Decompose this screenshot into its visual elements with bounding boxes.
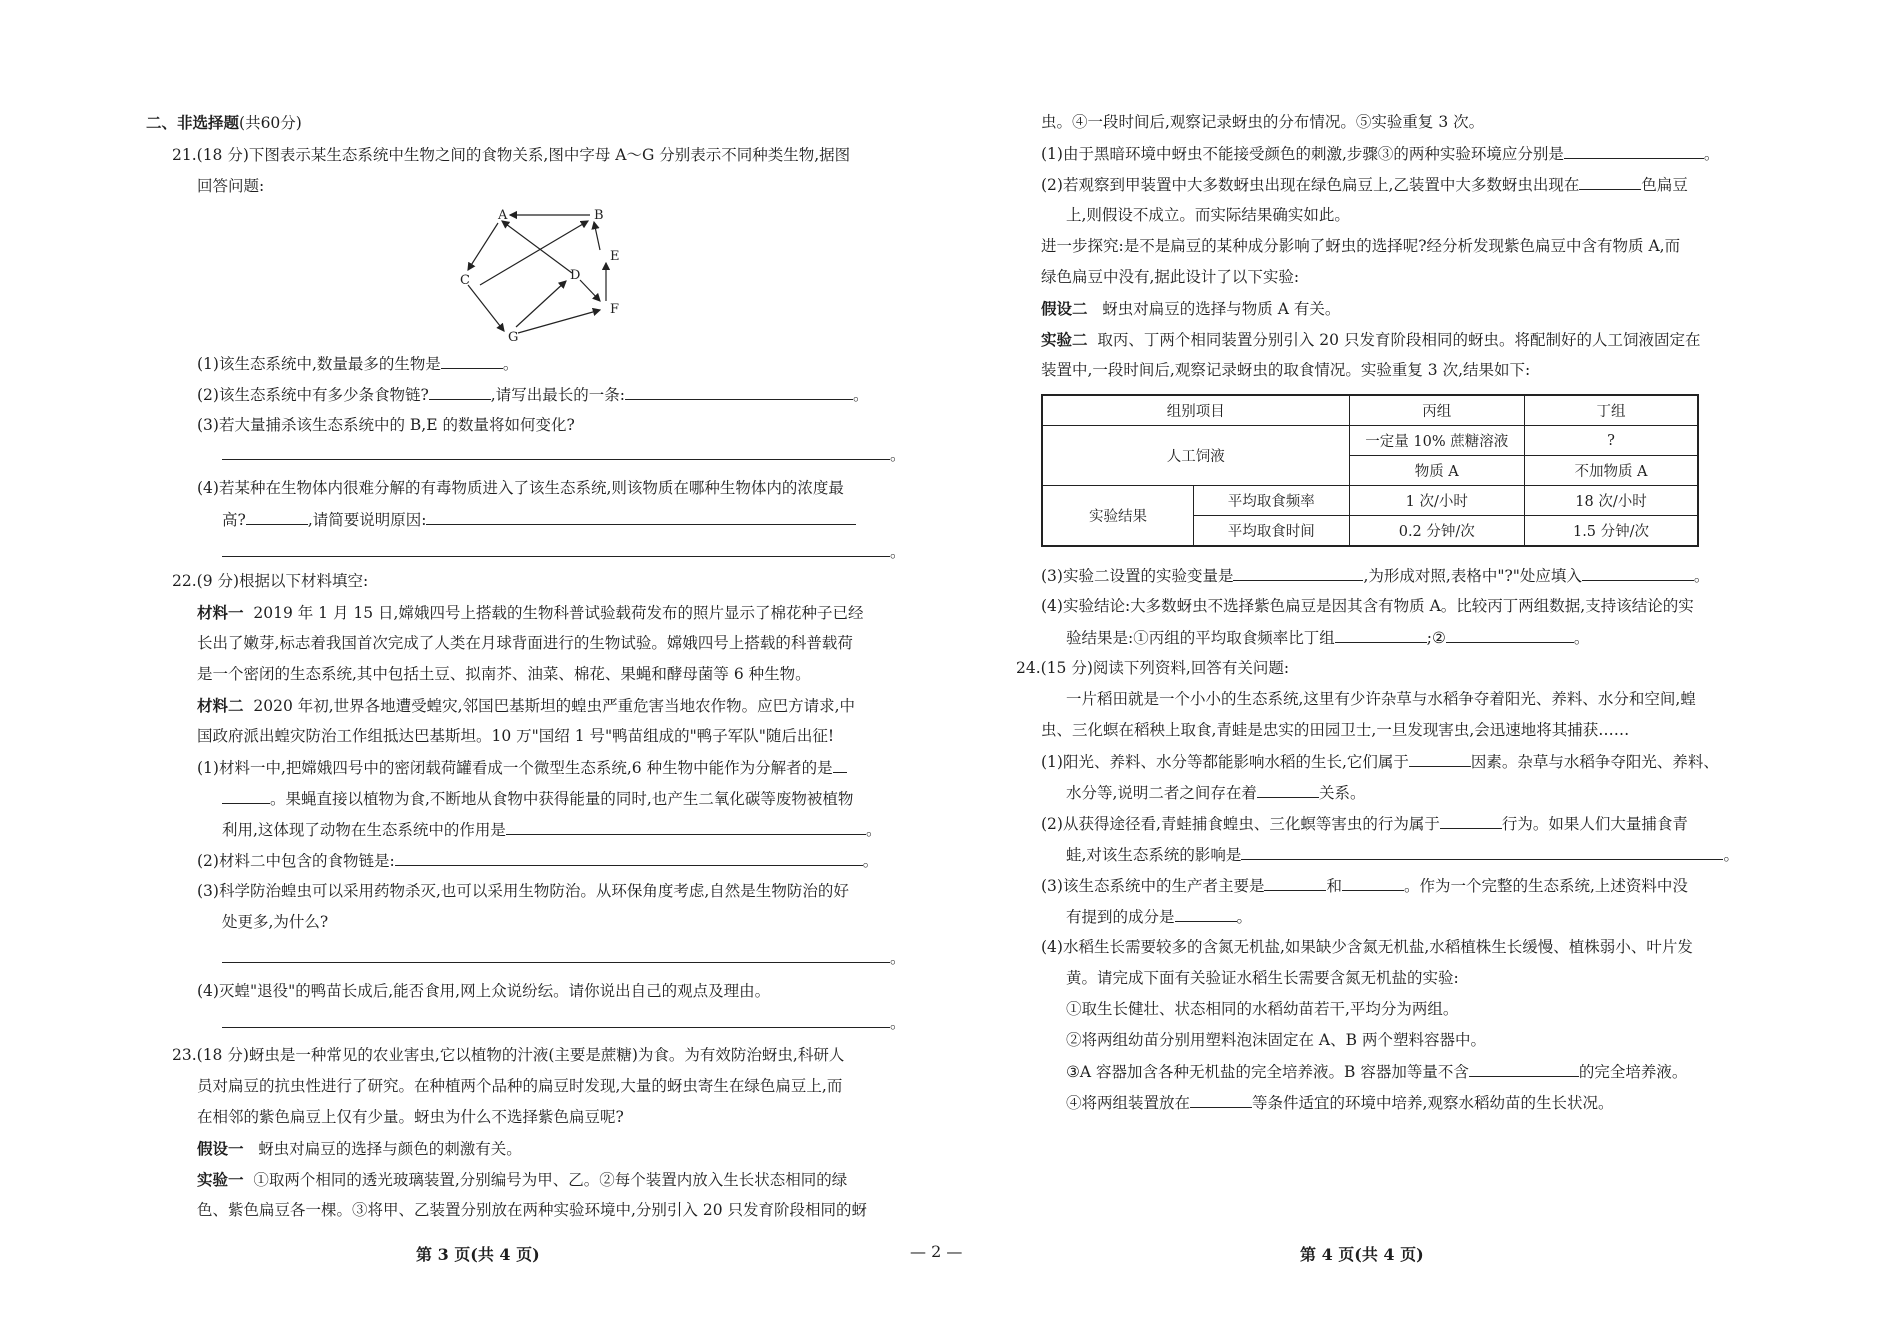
q23-s4-blank-1[interactable] <box>1335 628 1427 643</box>
q21-s2-blank-count[interactable] <box>429 385 491 400</box>
q23-e2-l2: 装置中,一段时间后,观察记录蚜虫的取食情况。实验重复 3 次,结果如下: <box>1041 361 1531 379</box>
arrow-c-g <box>468 285 504 331</box>
q23-h1: 假设一 蚜虫对扁豆的选择与颜色的刺激有关。 <box>197 1139 522 1158</box>
q24-s4b: 黄。请完成下面有关验证水稻生长需要含氮无机盐的实验: <box>1066 969 1459 987</box>
q22-s1b: 。果蝇直接以植物为食,不断地从食物中获得能量的同时,也产生二氧化碳等废物被植物 <box>222 789 853 809</box>
arrow-g-d <box>516 281 566 327</box>
table-cell-freq-bing: 1 次/小时 <box>1349 486 1524 516</box>
q22-m2-l2: 国政府派出蝗灾防治工作组抵达巴基斯坦。10 万"国绍 1 号"鸭苗组成的"鸭子军队"随后出征! <box>197 727 835 745</box>
q22-s4: (4)灭蝗"退役"的鸭苗长成后,能否食用,网上众说纷纭。请你说出自己的观点及理由。 <box>197 982 771 1000</box>
q22-s2-blank-chain[interactable] <box>395 851 863 866</box>
q23-s2a: (2)若观察到甲装置中大多数蚜虫出现在绿色扁豆上,乙装置中大多数蚜虫出现在 色扁豆 <box>1041 176 1688 194</box>
q24-s3a: (3)该生态系统中的生产者主要是 和 。作为一个完整的生态系统,上述资料中没 <box>1041 877 1688 895</box>
section-score: (共60分) <box>239 114 302 132</box>
table-header-item: 组别项目 <box>1042 395 1349 426</box>
table-cell-feed: 人工饲液 <box>1042 426 1349 486</box>
q21-s1-blank[interactable] <box>441 354 503 369</box>
table-header-ding: 丁组 <box>1525 395 1699 426</box>
table-cell-time: 平均取食时间 <box>1194 516 1350 547</box>
node-e: E <box>610 249 620 264</box>
table-cell-question[interactable]: ? <box>1525 426 1699 456</box>
q24-s2-blank-behavior[interactable] <box>1440 814 1502 829</box>
q24-s1-blank-factor[interactable] <box>1409 752 1471 767</box>
experiment-table <box>1041 394 1699 547</box>
arrow-a-c <box>468 223 498 270</box>
q24-s1-blank-relation[interactable] <box>1257 783 1319 798</box>
q24-s3-blank-producer-2[interactable] <box>1342 876 1404 891</box>
q23-s3-blank-fill[interactable] <box>1582 566 1694 581</box>
q21-s1: (1)该生态系统中,数量最多的生物是 。 <box>197 355 519 373</box>
table-cell-result: 实验结果 <box>1042 486 1194 547</box>
q24-step4-blank[interactable] <box>1190 1093 1252 1108</box>
q23-s2b: 上,则假设不成立。而实际结果确实如此。 <box>1066 206 1350 224</box>
q23-e1-l1: 实验一 ①取两个相同的透光玻璃装置,分别编号为甲、乙。②每个装置内放入生长状态相同的绿 <box>197 1170 848 1189</box>
footer-page-right: 第 4 页(共 4 页) <box>1300 1245 1424 1264</box>
table-row <box>1042 395 1698 426</box>
node-c: C <box>460 273 470 288</box>
q22-s1-blank-role[interactable] <box>506 820 866 835</box>
q24-s2-blank-impact[interactable] <box>1241 845 1723 860</box>
q24-step1: ①取生长健壮、状态相同的水稻幼苗若干,平均分为两组。 <box>1066 1000 1459 1018</box>
q22-s1a: (1)材料一中,把嫦娥四号中的密闭载荷罐看成一个微型生态系统,6 种生物中能作为分解者的是 <box>197 758 847 778</box>
q21-s2: (2)该生态系统中有多少条食物链? ,请写出最长的一条: 。 <box>197 386 869 404</box>
node-a: A <box>498 208 508 223</box>
section-heading <box>146 113 302 133</box>
q23-e2-l1: 实验二 取丙、丁两个相同装置分别引入 20 只发育阶段相同的蚜虫。将配制好的人工饲液固定在 <box>1041 330 1701 349</box>
q22-s1c: 利用,这体现了动物在生态系统中的作用是 。 <box>222 821 882 839</box>
q24-s3-blank-producer-1[interactable] <box>1264 876 1326 891</box>
q21-s4b: 高? ,请简要说明原因: <box>222 510 856 530</box>
node-b: B <box>594 208 604 223</box>
q22-s3b: 处更多,为什么? <box>222 913 329 931</box>
table-cell-freq: 平均取食频率 <box>1194 486 1350 516</box>
node-d: D <box>570 268 581 283</box>
q24-s3-blank-component[interactable] <box>1175 907 1237 922</box>
table-header-bing: 丙组 <box>1349 395 1524 426</box>
q21-stem-1: 21.(18 分)下图表示某生态系统中生物之间的食物关系,图中字母 A～G 分别表示不同种类生物,据图 <box>172 146 851 164</box>
q22-stem: 22.(9 分)根据以下材料填空: <box>172 572 369 590</box>
q21-s3-answer-line[interactable] <box>222 459 890 460</box>
q21-s4-answer-line[interactable] <box>222 556 890 557</box>
q24-step3-blank[interactable] <box>1469 1062 1579 1077</box>
q22-s4-answer-line[interactable] <box>222 1027 890 1028</box>
q23-s4-blank-2[interactable] <box>1446 628 1574 643</box>
q23-l3: 在相邻的紫色扁豆上仅有少量。蚜虫为什么不选择紫色扁豆呢? <box>197 1108 624 1126</box>
footer-page-center: — 2 — <box>910 1242 963 1261</box>
q22-m2-l1: 材料二 2020 年初,世界各地遭受蝗灾,邻国巴基斯坦的蝗虫严重危害当地农作物。应巴方请求,中 <box>197 696 856 715</box>
q23-h2: 假设二 蚜虫对扁豆的选择与物质 A 有关。 <box>1041 299 1341 318</box>
table-row <box>1042 486 1698 516</box>
node-g: G <box>508 330 519 345</box>
q24-stem: 24.(15 分)阅读下列资料,回答有关问题: <box>1016 659 1290 677</box>
table-cell-no-a: 不加物质 A <box>1525 456 1699 486</box>
table-cell-time-ding: 1.5 分钟/次 <box>1525 516 1699 547</box>
q23-s3: (3)实验二设置的实验变量是 ,为形成对照,表格中"?"处应填入 。 <box>1041 567 1710 585</box>
q23-s3-blank-variable[interactable] <box>1233 566 1363 581</box>
q24-p1: 一片稻田就是一个小小的生态系统,这里有少许杂草与水稻争夺着阳光、养料、水分和空间,蝗 <box>1066 690 1696 708</box>
q23-l2: 员对扁豆的抗虫性进行了研究。在种植两个品种的扁豆时发现,大量的蚜虫寄生在绿色扁豆上,而 <box>197 1077 843 1095</box>
q21-s4-reason-blank[interactable] <box>426 510 856 525</box>
q22-m1-l1: 材料一 2019 年 1 月 15 日,嫦娥四号上搭载的生物科普试验载荷发布的照片显示了棉花种子已经 <box>197 603 864 622</box>
q21-s4-blank[interactable] <box>246 510 308 525</box>
table-row <box>1042 426 1698 456</box>
node-f: F <box>610 302 620 317</box>
q24-s3b: 有提到的成分是 。 <box>1066 908 1253 926</box>
q21-s4a: (4)若某种在生物体内很难分解的有毒物质进入了该生态系统,则该物质在哪种生物体内的浓度最 <box>197 479 844 497</box>
q21-s3: (3)若大量捕杀该生态系统中的 B,E 的数量将如何变化? <box>197 416 575 434</box>
footer-page-left: 第 3 页(共 4 页) <box>416 1245 540 1264</box>
q22-s3a: (3)科学防治蝗虫可以采用药物杀灭,也可以采用生物防治。从环保角度考虑,自然是生物防治的好 <box>197 882 849 900</box>
table-cell-sugar: 一定量 10% 蔗糖溶液 <box>1349 426 1524 456</box>
q24-step3: ③A 容器加含各种无机盐的完全培养液。B 容器加等量不含 的完全培养液。 <box>1066 1063 1688 1081</box>
arrow-e-b <box>594 222 600 250</box>
q22-s1-blank-decomposer[interactable] <box>222 789 270 804</box>
q24-s1b: 水分等,说明二者之间存在着 关系。 <box>1066 784 1366 802</box>
q24-step2: ②将两组幼苗分别用塑料泡沫固定在 A、B 两个塑料容器中。 <box>1066 1031 1486 1049</box>
food-web-diagram <box>460 205 635 345</box>
q24-step4: ④将两组装置放在 等条件适宜的环境中培养,观察水稻幼苗的生长状况。 <box>1066 1094 1614 1112</box>
q23-f2: 绿色扁豆中没有,据此设计了以下实验: <box>1041 268 1300 286</box>
q23-e1-l2: 色、紫色扁豆各一棵。③将甲、乙装置分别放在两种实验环境中,分别引入 20 只发育阶段相同的蚜 <box>197 1201 868 1219</box>
q24-s1a: (1)阳光、养料、水分等都能影响水稻的生长,它们属于 因素。杂草与水稻争夺阳光、养料、 <box>1041 753 1719 771</box>
q22-m1-l2: 长出了嫩芽,标志着我国首次完成了人类在月球背面进行的生物试验。嫦娥四号上搭载的科普载荷 <box>197 634 853 652</box>
q24-s2a: (2)从获得途径看,青蛙捕食蝗虫、三化螟等害虫的行为属于 行为。如果人们大量捕食青 <box>1041 815 1688 833</box>
q23-f1: 进一步探究:是不是扁豆的某种成分影响了蚜虫的选择呢?经分析发现紫色扁豆中含有物质 A,而 <box>1041 237 1681 255</box>
q22-s3-answer-line[interactable] <box>222 962 890 963</box>
q23-l1: 23.(18 分)蚜虫是一种常见的农业害虫,它以植物的汁液(主要是蔗糖)为食。为有效防治蚜虫,科研人 <box>172 1046 845 1064</box>
q24-p2: 虫、三化螟在稻秧上取食,青蛙是忠实的田园卫士,一旦发现害虫,会迅速地将其捕获…… <box>1041 721 1630 739</box>
table-cell-time-bing: 0.2 分钟/次 <box>1349 516 1524 547</box>
table-cell-mat-a: 物质 A <box>1349 456 1524 486</box>
q22-m1-l3: 是一个密闭的生态系统,其中包括土豆、拟南芥、油菜、棉花、果蝇和酵母菌等 6 种生物。 <box>197 665 811 683</box>
table-cell-freq-ding: 18 次/小时 <box>1525 486 1699 516</box>
q23-s1: (1)由于黑暗环境中蚜虫不能接受颜色的刺激,步骤③的两种实验环境应分别是 。 <box>1041 145 1720 163</box>
q24-s4a: (4)水稻生长需要较多的含氮无机盐,如果缺少含氮无机盐,水稻植株生长缓慢、植株弱小、叶片发 <box>1041 938 1693 956</box>
q22-s2: (2)材料二中包含的食物链是: 。 <box>197 852 879 870</box>
arrow-d-f <box>580 280 600 301</box>
q23-s1-blank[interactable] <box>1564 144 1704 159</box>
section-title: 二、非选择题 <box>146 113 240 132</box>
q23-s2-blank-color[interactable] <box>1579 175 1641 190</box>
q23-s4a: (4)实验结论:大多数蚜虫不选择紫色扁豆是因其含有物质 A。比较丙丁两组数据,支持该结论的实 <box>1041 597 1694 615</box>
q24-s2b: 蛙,对该生态系统的影响是 。 <box>1066 846 1739 864</box>
q21-stem-2: 回答问题: <box>197 177 265 195</box>
q23-e1-l3: 虫。④一段时间后,观察记录蚜虫的分布情况。⑤实验重复 3 次。 <box>1041 113 1485 131</box>
q21-s2-blank-chain[interactable] <box>625 385 853 400</box>
q23-s4b: 验结果是:①丙组的平均取食频率比丁组 ;② 。 <box>1066 629 1590 647</box>
